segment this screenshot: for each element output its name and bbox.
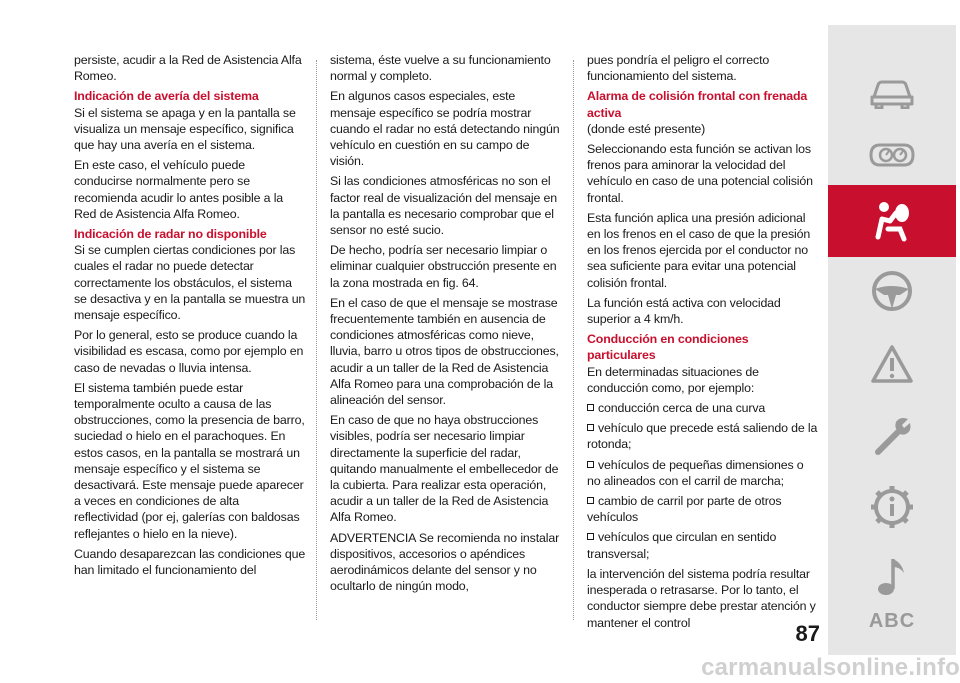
paragraph: Seleccionando esta función se activan los frenos para aminorar la velocidad del vehículo en caso de una potencial colisión frontal.: [587, 142, 813, 205]
paragraph: En este caso, el vehículo puede conducirse normalmente pero se recomienda acudir lo antes posible a la Red de Asistencia Alfa Romeo.: [74, 158, 284, 221]
paragraph: En algunos casos especiales, este mensaje específico se podría mostrar cuando el radar no está detectando ningún vehículo en cuestión en su campo de visión.: [330, 89, 560, 169]
checkbox-bullet-icon: [587, 497, 594, 504]
bullet-item: [587, 493, 819, 525]
paragraph: En caso de que no haya obstrucciones visibles, podría ser necesario limpiar directamente la superficie del radar, quitando manualmente el embellecedor de la cubierta. Para realizar esta operación, acudir a un taller de la Red de Asistencia Alfa Romeo.: [330, 413, 559, 525]
wrench-icon[interactable]: [828, 400, 956, 472]
text-column-3: [587, 52, 819, 635]
paragraph: La función está activa con velocidad superior a 4 km/h.: [587, 295, 781, 327]
paragraph: Si las condiciones atmosféricas no son el factor real de visualización del mensaje en la pantalla es necesario comprobar que el sensor no esté sucio.: [330, 174, 558, 238]
steering-wheel-icon[interactable]: [828, 255, 956, 327]
paragraph: sistema, éste vuelve a su funcionamiento normal y completo.: [330, 53, 551, 84]
bullet-text: conducción cerca de una curva: [598, 401, 766, 416]
section-heading: Indicación de avería del sistema: [74, 89, 259, 104]
paragraph: Esta función aplica una presión adicional en los frenos en el caso de que la presión en los frenos ejercida por el conductor no sea suficiente para evitar una potencial colisión frontal.: [587, 210, 811, 290]
checkbox-bullet-icon: [587, 404, 594, 411]
paragraph: En determinadas situaciones de conducción como, por ejemplo:: [587, 364, 759, 395]
watermark: carmanualsonline.info: [701, 654, 960, 681]
paragraph: ADVERTENCIA Se recomienda no instalar dispositivos, accesorios o apéndices aerodinámicos delante del sensor y no ocultarlo de ningún modo,: [330, 530, 560, 594]
bullet-text: vehículo que precede está saliendo de la rotonda;: [587, 421, 818, 452]
page-number: 87: [795, 621, 820, 646]
info-gear-icon[interactable]: [828, 471, 956, 543]
dashboard-gauges-icon[interactable]: [828, 119, 956, 191]
paragraph: (donde esté presente): [587, 121, 706, 136]
column-divider: [316, 60, 318, 620]
section-heading: Alarma de colisión frontal con frenada activa: [587, 89, 808, 120]
paragraph: pues pondría el peligro el correcto funcionamiento del sistema.: [587, 53, 770, 84]
paragraph: Si se cumplen ciertas condiciones por las cuales el radar no puede detectar correctamente los obstáculos, el sistema se desactiva y en la pantalla se muestra un mensaje específico.: [74, 243, 306, 323]
checkbox-bullet-icon: [587, 424, 594, 431]
bullet-item: [587, 457, 819, 489]
paragraph: En el caso de que el mensaje se mostrase frecuentemente también en ausencia de condiciones atmosféricas como nieve, lluvia, barro u otros tipos de obstrucciones, acudir a un taller de la Red de Asistencia Alfa Romeo para una comprobación de la alineación del sensor.: [330, 295, 559, 408]
section-heading: Indicación de radar no disponible: [74, 227, 267, 242]
chapter-sidebar: [828, 25, 956, 655]
bullet-item: [587, 400, 819, 416]
paragraph: la intervención del sistema podría resultar inesperada o retrasarse. Por lo tanto, el conductor siempre debe prestar atención y mantener el control: [587, 566, 816, 630]
bullet-item: [587, 529, 819, 561]
warning-triangle-icon[interactable]: [828, 328, 956, 400]
bullet-text: vehículos de pequeñas dimensiones o no alineados con el carril de marcha;: [587, 457, 804, 488]
paragraph: Por lo general, esto se produce cuando la visibilidad es escasa, como por ejemplo en caso de nevadas o lluvia intensa.: [74, 328, 304, 375]
checkbox-bullet-icon: [587, 533, 594, 540]
paragraph: De hecho, podría ser necesario limpiar o eliminar cualquier obstrucción presente en la zona mostrada en fig. 64.: [330, 243, 557, 290]
column-divider: [573, 60, 575, 620]
bullet-text: vehículos que circulan en sentido transversal;: [587, 530, 777, 561]
bullet-text: cambio de carril por parte de otros vehículos: [587, 494, 782, 525]
paragraph: Si el sistema se apaga y en la pantalla se visualiza un mensaje específico, significa que hay una avería en el sistema.: [74, 105, 296, 153]
paragraph: El sistema también puede estar temporalmente oculto a causa de las obstrucciones, como la presencia de barro, suciedad o hielo en el parachoques. En estos casos, en la pantalla se mostrará un mensaje específico y el sistema se desactivará. Este mensaje puede aparecer a veces en condiciones de alta reflectividad (por ej, galerías con baldosas reflejantes o hielo en la nieve).: [74, 380, 305, 541]
paragraph: persiste, acudir a la Red de Asistencia Alfa Romeo.: [74, 53, 302, 84]
bullet-item: [587, 420, 819, 452]
paragraph: Cuando desaparezcan las condiciones que han limitado el funcionamiento del: [74, 546, 306, 578]
text-column-1: [74, 52, 306, 582]
section-heading: Conducción en condiciones particulares: [587, 332, 749, 363]
airbag-safety-icon[interactable]: [828, 185, 956, 257]
text-column-2: [330, 52, 562, 599]
abc-index-icon[interactable]: ABC: [868, 609, 916, 632]
checkbox-bullet-icon: [587, 461, 594, 468]
